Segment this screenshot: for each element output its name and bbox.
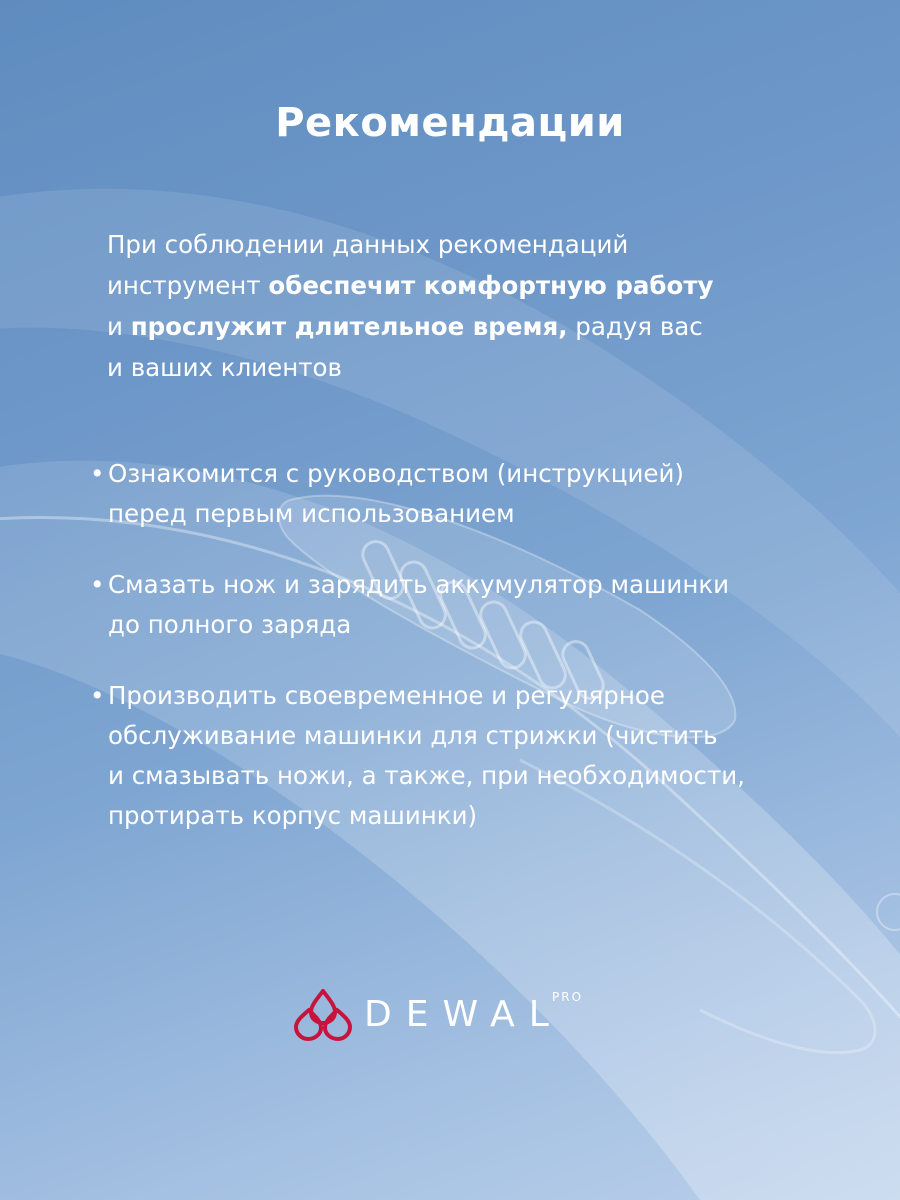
intro-line-1: При соблюдении данных рекомендаций: [107, 230, 629, 259]
list-item-line: Ознакомится с руководством (инструкцией): [108, 459, 684, 488]
list-item-line: перед первым использованием: [108, 499, 515, 528]
list-item-line: Смазать нож и зарядить аккумулятор машинки: [108, 570, 730, 599]
intro-text-3: и: [107, 312, 131, 341]
bullet-marker: •: [90, 570, 105, 599]
bullet-marker: •: [90, 681, 105, 710]
list-item: [90, 676, 830, 836]
logo-pro-text: PRO: [552, 990, 584, 1004]
intro-text-2: инструмент: [107, 271, 269, 300]
list-item-line: Производить своевременное и регулярное: [108, 681, 665, 710]
bullet-marker: •: [90, 459, 105, 488]
logo-brand-text: DEWAL: [364, 994, 563, 1035]
list-item-line: до полного заряда: [108, 610, 352, 639]
intro-bold-1: обеспечит комфортную работу: [268, 271, 714, 300]
list-item: [90, 454, 830, 534]
dewal-pro-logo: [290, 986, 610, 1046]
intro-line-4: и ваших клиентов: [107, 353, 342, 382]
list-item-line: и смазывать ножи, а также, при необходимости,: [108, 761, 745, 790]
list-item: [90, 565, 830, 645]
intro-text-4: радуя вас: [567, 312, 703, 341]
intro-bold-2: прослужит длительное время,: [130, 312, 568, 341]
list-item-line: протирать корпус машинки): [108, 801, 478, 830]
page-title: Рекомендации: [275, 100, 625, 146]
recommendations-list: [90, 454, 830, 867]
dewal-drop-mark-icon: [292, 988, 354, 1044]
list-item-line: обслуживание машинки для стрижки (чистить: [108, 721, 718, 750]
intro-paragraph: [107, 224, 827, 388]
